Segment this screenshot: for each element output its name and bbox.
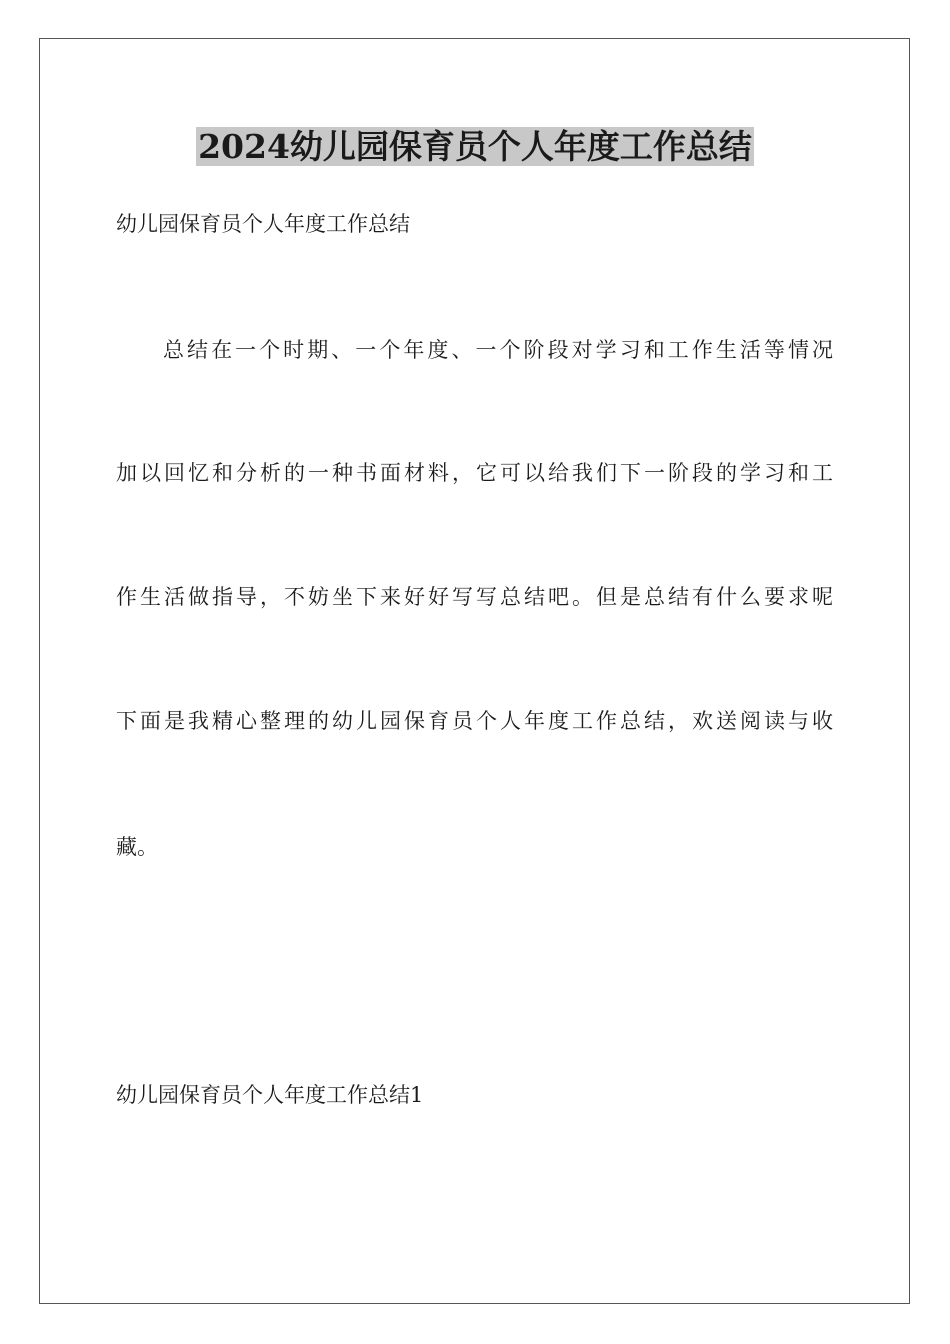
paragraph-line-1: 总结在一个时期、一个年度、一个阶段对学习和工作生活等情况 [163,338,833,362]
paragraph-line-3: 作生活做指导，不妨坐下来好好写写总结吧。但是总结有什么要求呢 [116,585,833,609]
document-title: 2024幼儿园保育员个人年度工作总结 [198,127,752,166]
section-heading: 幼儿园保育员个人年度工作总结1 [116,1083,424,1107]
document-subtitle: 幼儿园保育员个人年度工作总结 [116,212,410,236]
document-title-container [0,125,950,169]
paragraph-line-2: 加以回忆和分析的一种书面材料，它可以给我们下一阶段的学习和工 [116,461,833,485]
paragraph-line-5: 藏。 [116,835,158,859]
paragraph-line-4: 下面是我精心整理的幼儿园保育员个人年度工作总结，欢送阅读与收 [116,709,833,733]
